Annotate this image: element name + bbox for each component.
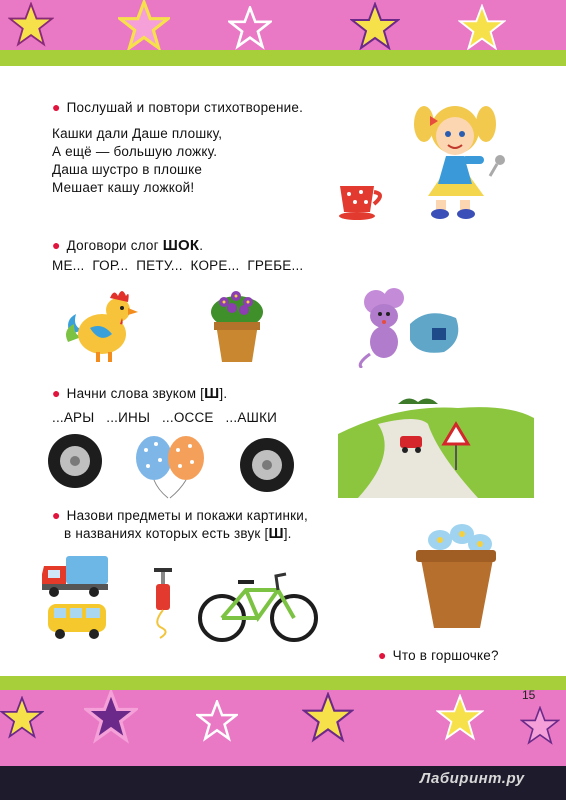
polka-dot-cup-illustration	[334, 180, 390, 222]
star-icon	[458, 4, 506, 52]
star-icon	[84, 690, 138, 744]
star-icon	[196, 700, 238, 742]
mountain-road-car-illustration	[338, 394, 534, 498]
star-icon	[228, 6, 272, 50]
potted-flower-illustration	[206, 286, 268, 368]
poem-text	[52, 125, 303, 197]
sound-highlight: Ш	[204, 385, 220, 402]
tire-illustration	[46, 432, 104, 490]
bicycle-illustration	[198, 568, 318, 644]
minibus-illustration	[44, 600, 110, 642]
bottom-decorative-band	[0, 676, 566, 780]
truck-illustration	[40, 552, 110, 598]
syllable-highlight: ШОК	[162, 237, 200, 254]
bullet-icon: ●	[378, 647, 387, 663]
star-icon	[350, 2, 400, 52]
watermark: Лабиринт.ру	[420, 770, 525, 787]
star-icon	[302, 692, 354, 744]
bullet-icon: ●	[52, 507, 61, 523]
objects-prompt-line2: в названиях которых есть звук [Ш].	[64, 525, 292, 542]
bottom-green-stripe	[0, 676, 566, 690]
rooster-illustration	[62, 284, 144, 364]
page-number: 15	[522, 688, 536, 702]
star-icon	[0, 696, 44, 740]
poem-line: А ещё — большую ложку.	[52, 144, 218, 159]
top-decorative-band	[0, 0, 566, 66]
sound-highlight: Ш	[268, 525, 284, 542]
section-name-objects	[52, 506, 308, 543]
poem-line: Мешает кашу ложкой!	[52, 180, 195, 195]
mouse-with-pillow-illustration	[348, 284, 468, 368]
star-icon	[520, 706, 560, 746]
tire-illustration	[238, 436, 296, 494]
sound-prompt: ● Начни слова звуком [Ш].	[52, 385, 228, 402]
poem-line: Даша шустро в плошке	[52, 162, 203, 177]
balloons-illustration	[132, 432, 212, 502]
section-question: ● Что в горшочке?	[378, 647, 499, 663]
girl-with-spoon-illustration	[404, 96, 524, 224]
section-sound-start	[52, 384, 277, 427]
top-green-stripe	[0, 50, 566, 66]
star-icon	[436, 694, 484, 742]
star-icon	[118, 0, 170, 52]
bicycle-pump-illustration	[148, 566, 178, 640]
sound-words: ...АРЫ ...ИНЫ ...ОССЕ ...АШКИ	[52, 410, 278, 425]
flower-pot-illustration	[410, 520, 502, 632]
syllable-prompt: ● Договори слог ШОК.	[52, 237, 204, 254]
section-poem	[52, 98, 303, 197]
bullet-icon: ●	[52, 237, 61, 253]
bullet-icon: ●	[52, 99, 61, 115]
poem-prompt: ● Послушай и повтори стихотворение.	[52, 99, 304, 115]
poem-line: Кашки дали Даше плошку,	[52, 126, 223, 141]
bullet-icon: ●	[52, 385, 61, 401]
objects-prompt-line1: ● Назови предметы и покажи картинки,	[52, 507, 308, 523]
syllable-words: МЕ... ГОР... ПЕТУ... КОРЕ... ГРЕБЕ...	[52, 258, 304, 273]
section-syllable	[52, 236, 303, 275]
star-icon	[8, 2, 54, 48]
